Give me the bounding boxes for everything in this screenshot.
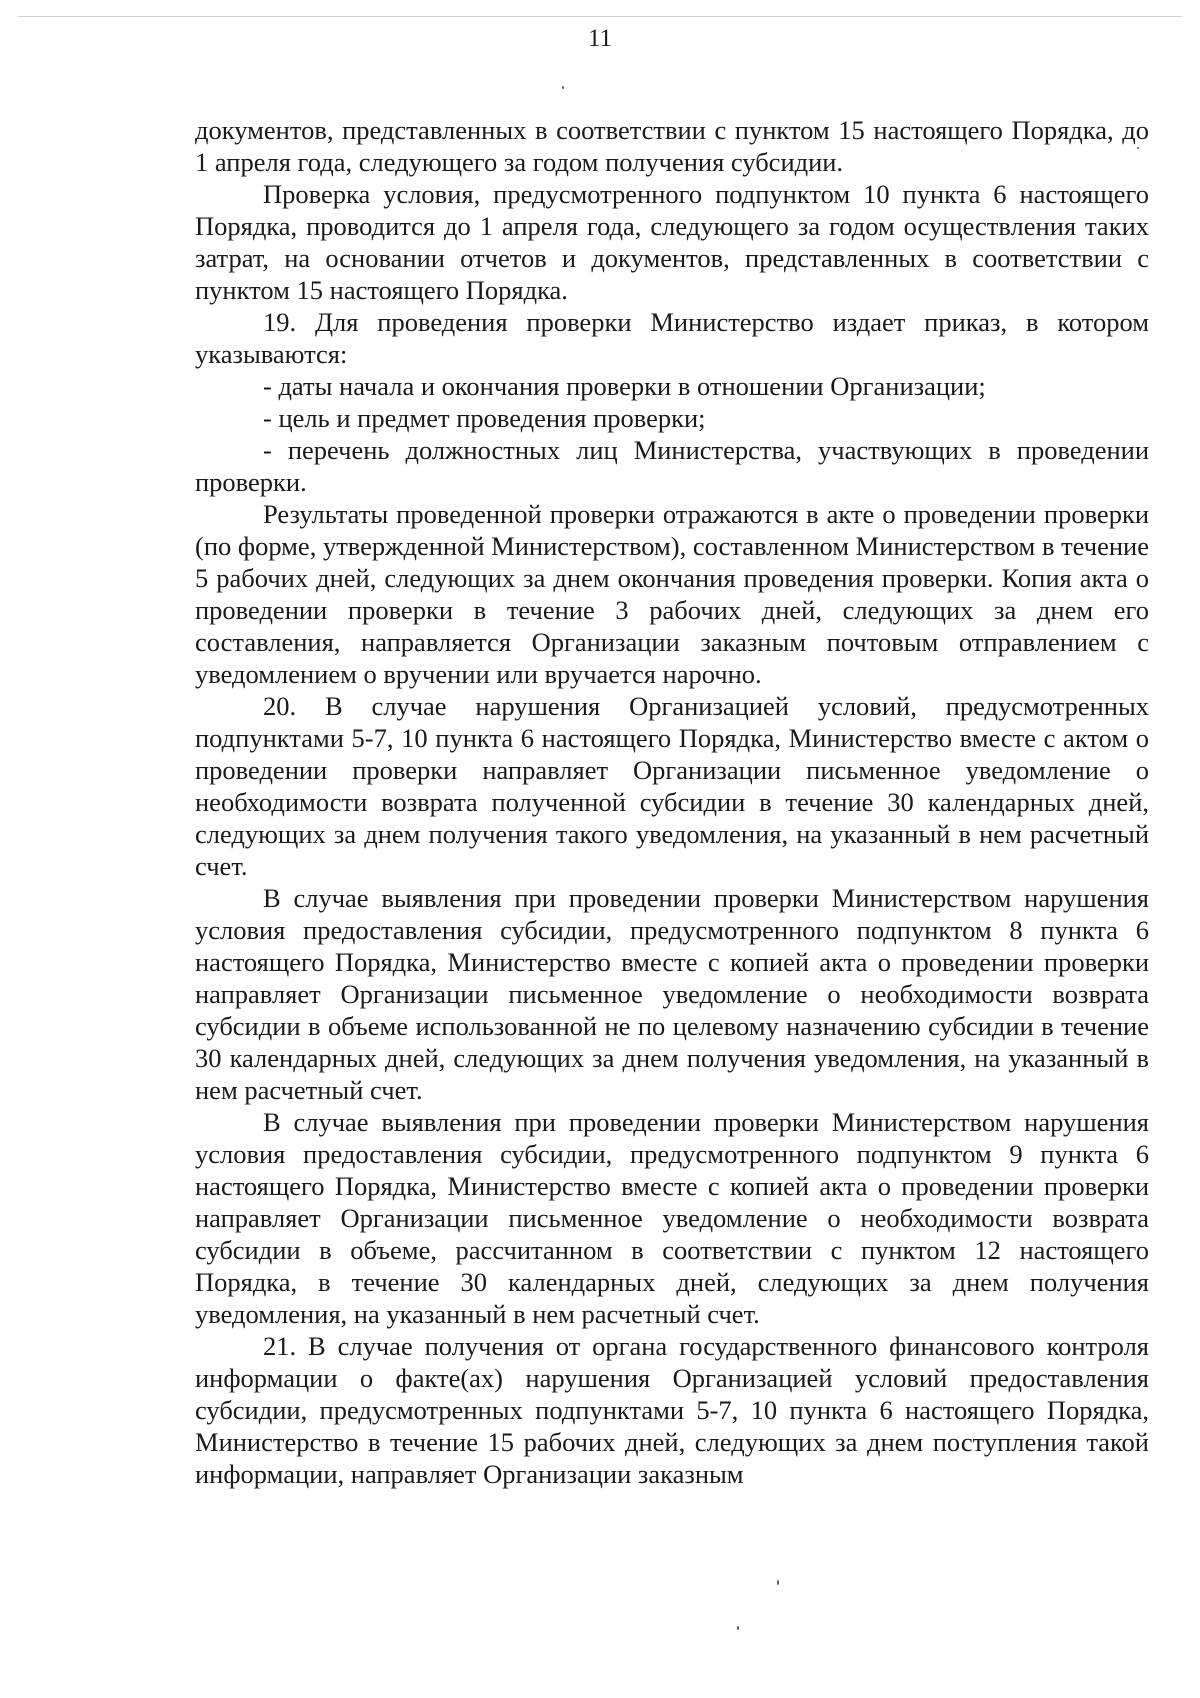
list-item: - даты начала и окончания проверки в отношении Организации;: [263, 371, 986, 401]
scan-speck: [737, 1626, 739, 1630]
paragraph: Результаты проведенной проверки отражаются в акте о проведении проверки (по форме, утвержденной Министерством), составленном Министерством в течение 5 рабочих дней, следующих за днем окончания проведения проверки. Копия акта о проведении проверки в течение 3 рабочих дней, следующих за днем его составления, направляется Организации заказным почтовым отправлением с уведомлением о вручении или вручается нарочно.: [195, 499, 1149, 689]
paragraph: В случае выявления при проведении проверки Министерством нарушения условия предоставления субсидии, предусмотренного подпунктом 9 пункта 6 настоящего Порядка, Министерство вместе с копией акта о проведении проверки направляет Организации письменное уведомление о необходимости возврата субсидии в объеме, рассчитанном в соответствии с пунктом 12 настоящего Порядка, в течение 30 календарных дней, следующих за днем получения уведомления, на указанный в нем расчетный счет.: [195, 1107, 1149, 1329]
list-item: - перечень должностных лиц Министерства, участвующих в проведении проверки.: [195, 435, 1149, 497]
paragraph-section-21: 21. В случае получения от органа государственного финансового контроля информации о факте(ах) нарушения Организацией условий предоставления субсидии, предусмотренных подпунктами 5-7, 10 пункта 6 настоящего Порядка, Министерство в течение 15 рабочих дней, следующих за днем поступления такой информации, направляет Организации заказным: [195, 1331, 1149, 1489]
scan-edge-line: [18, 16, 1182, 17]
paragraph: В случае выявления при проведении проверки Министерством нарушения условия предоставления субсидии, предусмотренного подпунктом 8 пункта 6 настоящего Порядка, Министерство вместе с копией акта о проведении проверки направляет Организации письменное уведомление о необходимости возврата субсидии в объеме использованной не по целевому назначению субсидии в течение 30 календарных дней, следующих за днем получения уведомления, на указанный в нем расчетный счет.: [195, 883, 1149, 1105]
paragraph-section-20: 20. В случае нарушения Организацией условий, предусмотренных подпунктами 5-7, 10 пункта 6 настоящего Порядка, Министерство вместе с актом о проведении проверки направляет Организации письменное уведомление о необходимости возврата полученной субсидии в течение 30 календарных дней, следующих за днем получения такого уведомления, на указанный в нем расчетный счет.: [195, 691, 1149, 881]
page-number: 11: [587, 25, 613, 52]
scan-speck: [562, 86, 564, 89]
paragraph: Проверка условия, предусмотренного подпунктом 10 пункта 6 настоящего Порядка, проводится до 1 апреля года, следующего за годом осуществления таких затрат, на основании отчетов и документов, представленных в соответствии с пунктом 15 настоящего Порядка.: [195, 179, 1149, 305]
scan-speck: [777, 1580, 779, 1585]
document-body: [195, 114, 1149, 1490]
list-item: - цель и предмет проведения проверки;: [263, 403, 706, 433]
paragraph-section-19: 19. Для проведения проверки Министерство издает приказ, в котором указываются:: [195, 307, 1149, 369]
paragraph: документов, представленных в соответствии с пунктом 15 настоящего Порядка, до 1 апреля года, следующего за годом получения субсидии.: [195, 115, 1149, 177]
